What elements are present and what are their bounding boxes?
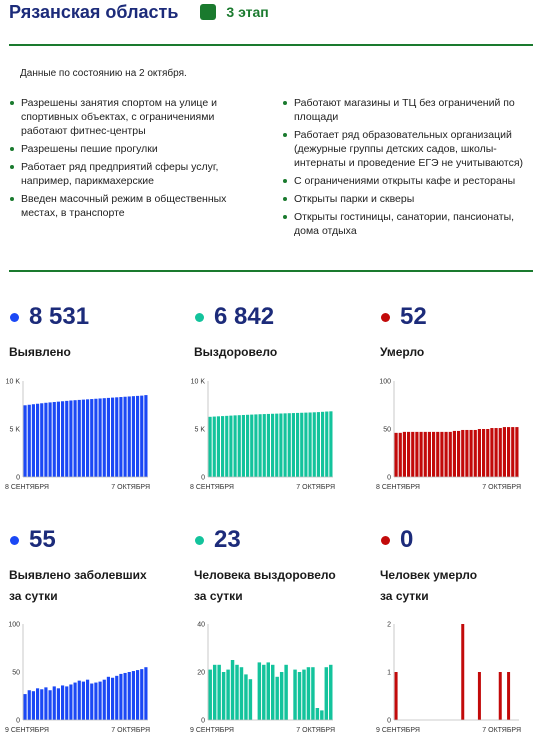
bar [226, 670, 229, 720]
bar [74, 400, 77, 477]
bar [32, 691, 35, 720]
restriction-text: Работают магазины и ТЦ без ограничений по площади [294, 97, 515, 123]
stat-label [380, 565, 477, 607]
bar [111, 678, 114, 720]
region-header [9, 0, 539, 24]
bar [284, 665, 287, 720]
bar [317, 412, 320, 477]
stat-label-line: Человек умерло [380, 568, 478, 582]
stat-block [9, 303, 89, 363]
bar [103, 398, 106, 477]
region-title: Рязанская область [9, 1, 179, 22]
bar [36, 404, 39, 477]
series-dot-icon [10, 313, 19, 322]
restriction-item [9, 160, 254, 188]
y-tick-label: 50 [12, 669, 20, 677]
y-tick-label: 20 [197, 669, 205, 677]
bar [503, 427, 506, 477]
bullet-icon [10, 165, 14, 169]
bar [258, 662, 261, 720]
bar [238, 415, 241, 477]
bar [24, 694, 27, 720]
bar [57, 688, 60, 720]
series-dot-icon [381, 313, 390, 322]
x-tick-label-start: 8 СЕНТЯБРЯ [376, 484, 420, 491]
stat-value-row [194, 303, 277, 331]
restriction-text: Введен масочный режим в общественных местах, в транспорте [21, 193, 227, 219]
restriction-item [282, 174, 532, 188]
bar [250, 415, 253, 477]
stat-block [380, 303, 427, 363]
bar [65, 686, 68, 720]
bar [103, 680, 106, 720]
restriction-text: Открыты парки и скверы [294, 193, 415, 205]
bar [99, 398, 102, 477]
bar [432, 432, 435, 477]
bar [36, 688, 39, 720]
bullet-icon [283, 197, 287, 201]
bar [292, 413, 295, 477]
bar [82, 682, 85, 720]
bar [57, 402, 60, 477]
series-dot-icon [10, 536, 19, 545]
bar [136, 396, 139, 477]
bar [279, 414, 282, 478]
restriction-text: С ограничениями открыты кафе и рестораны [294, 175, 516, 187]
bar [395, 672, 398, 720]
y-tick-label: 5 K [9, 426, 20, 434]
x-tick-label-end: 7 ОКТЯБРЯ [111, 484, 150, 491]
bar [325, 412, 328, 477]
y-tick-label: 40 [197, 621, 205, 629]
x-tick-label-start: 9 СЕНТЯБРЯ [190, 727, 234, 734]
bar [24, 405, 27, 477]
stat-bar-chart [190, 620, 340, 742]
y-tick-label: 0 [387, 474, 391, 482]
restriction-text: Работает ряд образовательных организаций (дежурные группы детских садов, школы-интернаты и проведение ЕГЭ не учитываются) [294, 129, 524, 169]
bar [403, 432, 406, 477]
stat-value-row [380, 526, 477, 554]
bar [28, 405, 31, 477]
bar [90, 684, 93, 720]
y-tick-label: 2 [387, 621, 391, 629]
bar [242, 415, 245, 477]
stat-label [194, 565, 336, 607]
bar [302, 670, 305, 720]
bar [86, 399, 89, 477]
stat-label-line: за сутки [9, 589, 58, 603]
bar [284, 413, 287, 477]
stat-label-line: Человека выздоровело [194, 568, 336, 582]
restriction-item [282, 192, 532, 206]
bar [231, 660, 234, 720]
bar [486, 429, 489, 477]
bar [329, 411, 332, 477]
bar [262, 665, 265, 720]
bar [320, 710, 323, 720]
bar [124, 397, 127, 477]
bar [40, 689, 43, 720]
bar [313, 412, 316, 477]
restriction-item [282, 210, 532, 238]
bar [217, 416, 220, 477]
bar [482, 429, 485, 477]
bar [304, 413, 307, 477]
y-tick-label: 5 K [194, 426, 205, 434]
bar [453, 431, 456, 477]
x-tick-label-end: 7 ОКТЯБРЯ [482, 727, 521, 734]
bar [499, 672, 502, 720]
bar [132, 396, 135, 477]
y-tick-label: 50 [383, 426, 391, 434]
bar [128, 396, 131, 477]
bar [209, 670, 212, 720]
restriction-item [282, 128, 532, 170]
stat-value: 55 [29, 526, 56, 553]
y-tick-label: 10 K [190, 378, 205, 386]
bar [132, 671, 135, 720]
x-tick-label-end: 7 ОКТЯБРЯ [111, 727, 150, 734]
stat-block [380, 526, 477, 607]
bar [280, 672, 283, 720]
bar [474, 430, 477, 477]
bar [249, 679, 252, 720]
bar [461, 430, 464, 477]
bar [78, 400, 81, 477]
bar [107, 398, 110, 477]
bar [69, 684, 72, 720]
bar [222, 672, 225, 720]
stat-label [9, 342, 89, 363]
bar [229, 416, 232, 477]
bar [65, 401, 68, 477]
stat-value-row [9, 526, 147, 554]
y-tick-label: 1 [387, 669, 391, 677]
bar [300, 413, 303, 477]
stat-value-row [194, 526, 336, 554]
bar [445, 432, 448, 477]
bar [436, 432, 439, 477]
bar [221, 416, 224, 477]
bar [213, 665, 216, 720]
bar [470, 430, 473, 477]
bar [259, 414, 262, 477]
bar [507, 427, 510, 477]
restriction-text: Открыты гостиницы, санатории, пансионаты, дома отдыха [294, 211, 515, 237]
bar [111, 398, 114, 477]
bar [420, 432, 423, 477]
bar [399, 433, 402, 477]
bar [53, 686, 56, 720]
y-tick-label: 0 [201, 474, 205, 482]
bar [478, 429, 481, 477]
bar [271, 665, 274, 720]
bullet-icon [10, 101, 14, 105]
y-tick-label: 10 K [5, 378, 20, 386]
bar [53, 402, 56, 477]
bar [140, 396, 143, 477]
bar [293, 670, 296, 720]
bar [428, 432, 431, 477]
stat-value: 8 531 [29, 303, 90, 330]
stat-value: 0 [400, 526, 414, 553]
bar [28, 690, 31, 720]
y-tick-label: 0 [16, 717, 20, 725]
y-tick-label: 0 [201, 717, 205, 725]
stage-indicator-icon [200, 4, 216, 20]
bar [32, 404, 35, 477]
bar [86, 680, 89, 720]
stat-block [9, 526, 147, 607]
bar [107, 677, 110, 720]
stat-value: 23 [214, 526, 241, 553]
bar [407, 432, 410, 477]
bar [115, 397, 118, 477]
bar [119, 674, 122, 720]
bullet-icon [283, 179, 287, 183]
bar [296, 413, 299, 477]
bullet-icon [283, 101, 287, 105]
restriction-item [9, 142, 254, 156]
bar [311, 667, 314, 720]
bar [499, 428, 502, 477]
bar [44, 403, 47, 477]
bar [415, 432, 418, 477]
bar [307, 667, 310, 720]
bar [240, 667, 243, 720]
stat-label [380, 342, 427, 363]
stat-bar-chart [190, 377, 340, 499]
stat-block [194, 303, 277, 363]
bar [209, 417, 212, 477]
bar [78, 681, 81, 720]
restriction-text: Работает ряд предприятий сферы услуг, например, парикмахерские [21, 161, 219, 187]
bar [119, 397, 122, 477]
bar [478, 672, 481, 720]
bar [440, 432, 443, 477]
bar [61, 401, 64, 477]
bar [246, 415, 249, 477]
y-tick-label: 0 [16, 474, 20, 482]
stat-value: 52 [400, 303, 427, 330]
stat-value: 6 842 [214, 303, 275, 330]
stat-bar-chart [376, 620, 526, 742]
stat-value-row [9, 303, 89, 331]
bar [82, 400, 85, 477]
stat-bar-chart [5, 620, 155, 742]
stat-bar-chart [5, 377, 155, 499]
stat-block [194, 526, 336, 607]
bar [457, 431, 460, 477]
bar [69, 400, 72, 477]
bar [244, 674, 247, 720]
bar [495, 428, 498, 477]
stat-label-line: Выздоровело [194, 345, 278, 359]
bar [271, 414, 274, 477]
stat-label-line: Умерло [380, 345, 425, 359]
bar [74, 683, 77, 720]
bar [511, 427, 514, 477]
stat-label-line: за сутки [380, 589, 429, 603]
bar [465, 430, 468, 477]
bar [411, 432, 414, 477]
x-tick-label-end: 7 ОКТЯБРЯ [296, 484, 335, 491]
bar [490, 428, 493, 477]
bar [217, 665, 220, 720]
bullet-icon [283, 133, 287, 137]
bar [136, 670, 139, 720]
bullet-icon [283, 215, 287, 219]
series-dot-icon [195, 536, 204, 545]
stat-label-line: Выявлено [9, 345, 71, 359]
x-tick-label-start: 8 СЕНТЯБРЯ [190, 484, 234, 491]
bar [288, 413, 291, 477]
bar [225, 416, 228, 477]
stat-label-line: за сутки [194, 589, 243, 603]
y-tick-label: 0 [387, 717, 391, 725]
bar [507, 672, 510, 720]
x-tick-label-end: 7 ОКТЯБРЯ [482, 484, 521, 491]
bar [449, 432, 452, 477]
bar [90, 399, 93, 477]
divider-middle [9, 270, 533, 272]
bar [140, 669, 143, 720]
restriction-item [9, 192, 254, 220]
restriction-text: Разрешены пешие прогулки [21, 143, 158, 155]
bar [461, 624, 464, 720]
bar [275, 677, 278, 720]
stage-label: 3 этап [226, 4, 269, 20]
bar [316, 708, 319, 720]
bar [267, 662, 270, 720]
date-note: Данные по состоянию на 2 октября. [20, 68, 187, 79]
bar [49, 690, 52, 720]
bar [267, 414, 270, 477]
bar [275, 414, 278, 477]
bar [49, 402, 52, 477]
bullet-icon [10, 197, 14, 201]
series-dot-icon [195, 313, 204, 322]
bar [144, 667, 147, 720]
restrictions-list-left [9, 96, 254, 224]
bar [395, 433, 398, 477]
x-tick-label-start: 8 СЕНТЯБРЯ [5, 484, 49, 491]
bar [515, 427, 518, 477]
bar [40, 403, 43, 477]
y-tick-label: 100 [8, 621, 20, 629]
bar [115, 676, 118, 720]
bar [61, 685, 64, 720]
stat-bar-chart [376, 377, 526, 499]
bar [235, 665, 238, 720]
stat-label [9, 565, 147, 607]
bar [254, 414, 257, 477]
bar [309, 412, 312, 477]
bar [329, 665, 332, 720]
bar [99, 682, 102, 720]
bar [263, 414, 266, 477]
restriction-text: Разрешены занятия спортом на улице и спортивных объектах, с ограничениями работают фитнес-центры [21, 97, 217, 137]
bar [144, 395, 147, 477]
x-tick-label-start: 9 СЕНТЯБРЯ [376, 727, 420, 734]
bar [234, 415, 237, 477]
bar [424, 432, 427, 477]
bar [325, 667, 328, 720]
stat-label-line: Выявлено заболевших [9, 568, 147, 582]
bar [298, 672, 301, 720]
bar [213, 417, 216, 477]
y-tick-label: 100 [379, 378, 391, 386]
bar [124, 673, 127, 720]
bar [44, 687, 47, 720]
divider-top [9, 44, 533, 46]
stat-label [194, 342, 277, 363]
bar [94, 683, 97, 720]
restriction-item [9, 96, 254, 138]
bar [321, 412, 324, 477]
stat-value-row [380, 303, 427, 331]
restrictions-list-right [282, 96, 532, 242]
series-dot-icon [381, 536, 390, 545]
bar [94, 399, 97, 477]
restriction-item [282, 96, 532, 124]
x-tick-label-end: 7 ОКТЯБРЯ [296, 727, 335, 734]
bullet-icon [10, 147, 14, 151]
bar [128, 672, 131, 720]
x-tick-label-start: 9 СЕНТЯБРЯ [5, 727, 49, 734]
